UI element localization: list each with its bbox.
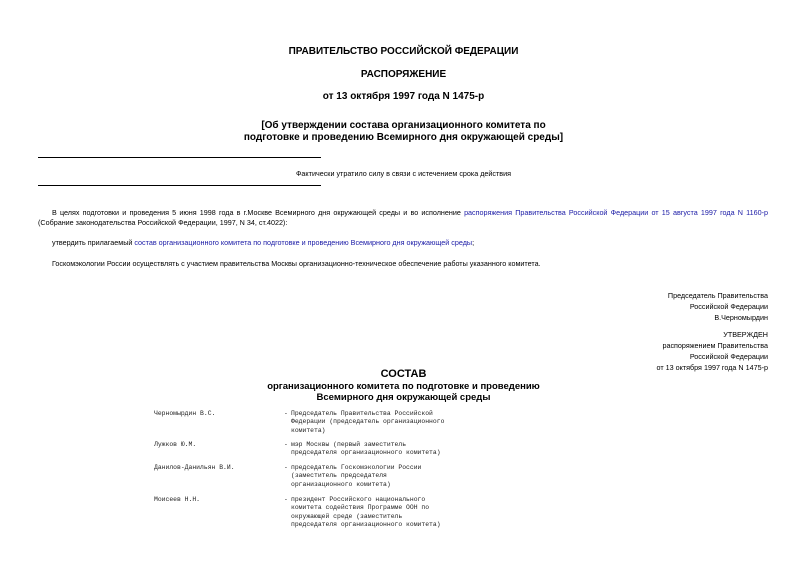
document-title-line-2: подготовке и проведению Всемирного дня окружающей среды] <box>243 132 564 143</box>
committee-composition-link[interactable]: состав организационного комитета по подготовке и проведению Всемирного дня окружающей среды <box>134 238 473 247</box>
approval-block <box>657 329 769 373</box>
composition-subtitle-1: организационного комитета по подготовке и проведению <box>267 381 540 392</box>
member-role: президент Российского национального комитета содействия Программе ООН по окружающей среде (заместитель председателя организационного комитета) <box>291 496 441 529</box>
divider-top <box>38 157 321 158</box>
member-name: Данилов-Данильян В.И. <box>154 464 235 471</box>
preamble-text: В целях подготовки и проведения 5 июня 1998 года в г.Москве Всемирного дня окружающей среды и во исполнение <box>52 208 465 217</box>
composition-heading: СОСТАВ <box>380 368 427 380</box>
paragraph-preamble <box>38 208 768 228</box>
document-date: от 13 октября 1997 года N 1475-р <box>322 91 485 102</box>
approval-line-3: Российской Федерации <box>689 352 768 361</box>
member-dash: - <box>284 410 288 417</box>
signature-title: Председатель Правительства <box>667 291 768 300</box>
paragraph-goskomecology: Госкомэкологии России осуществлять с участием правительства Москвы организационно-техническое обеспечение работы указанного комитета. <box>52 259 541 268</box>
member-role: мэр Москвы (первый заместитель председателя организационного комитета) <box>291 441 441 457</box>
member-name: Лужков Ю.М. <box>154 441 197 448</box>
approve-text: утвердить прилагаемый <box>52 238 135 247</box>
signature-name: В.Черномырдин <box>714 313 768 322</box>
approval-date: от 13 октября 1997 года N 1475-р <box>656 363 768 372</box>
document-type: РАСПОРЯЖЕНИЕ <box>360 69 447 80</box>
member-role: председатель Госкомэкологии России (заместитель председателя организационного комитета) <box>291 464 422 488</box>
preamble-end-text: (Собрание законодательства Российской Федерации, 1997, N 34, ст.4022): <box>38 218 288 227</box>
document-title-line-1: [Об утверждении состава организационного комитета по <box>261 120 546 131</box>
member-name: Черномырдин В.С. <box>154 410 216 417</box>
approval-heading: УТВЕРЖДЕН <box>723 330 768 339</box>
member-dash: - <box>284 496 288 503</box>
member-role: Председатель Правительства Российской Федерации (председатель организационного комитета) <box>291 410 445 434</box>
signature-country: Российской Федерации <box>689 302 768 311</box>
approve-end-text: ; <box>472 238 475 247</box>
government-heading: ПРАВИТЕЛЬСТВО РОССИЙСКОЙ ФЕДЕРАЦИИ <box>288 46 519 57</box>
decree-1160-link[interactable]: распоряжения Правительства Российской Федерации от 15 августа 1997 года N 1160-р <box>464 208 768 217</box>
composition-subtitle-2: Всемирного дня окружающей среды <box>316 392 491 403</box>
member-dash: - <box>284 464 288 471</box>
paragraph-approve <box>38 238 768 248</box>
divider-bottom <box>38 185 321 186</box>
signature-block <box>668 290 768 323</box>
status-note: Фактически утратило силу в связи с истечением срока действия <box>295 169 512 178</box>
member-dash: - <box>284 441 288 448</box>
approval-line-2: распоряжением Правительства <box>662 341 768 350</box>
member-name: Моисеев Н.Н. <box>154 496 201 503</box>
